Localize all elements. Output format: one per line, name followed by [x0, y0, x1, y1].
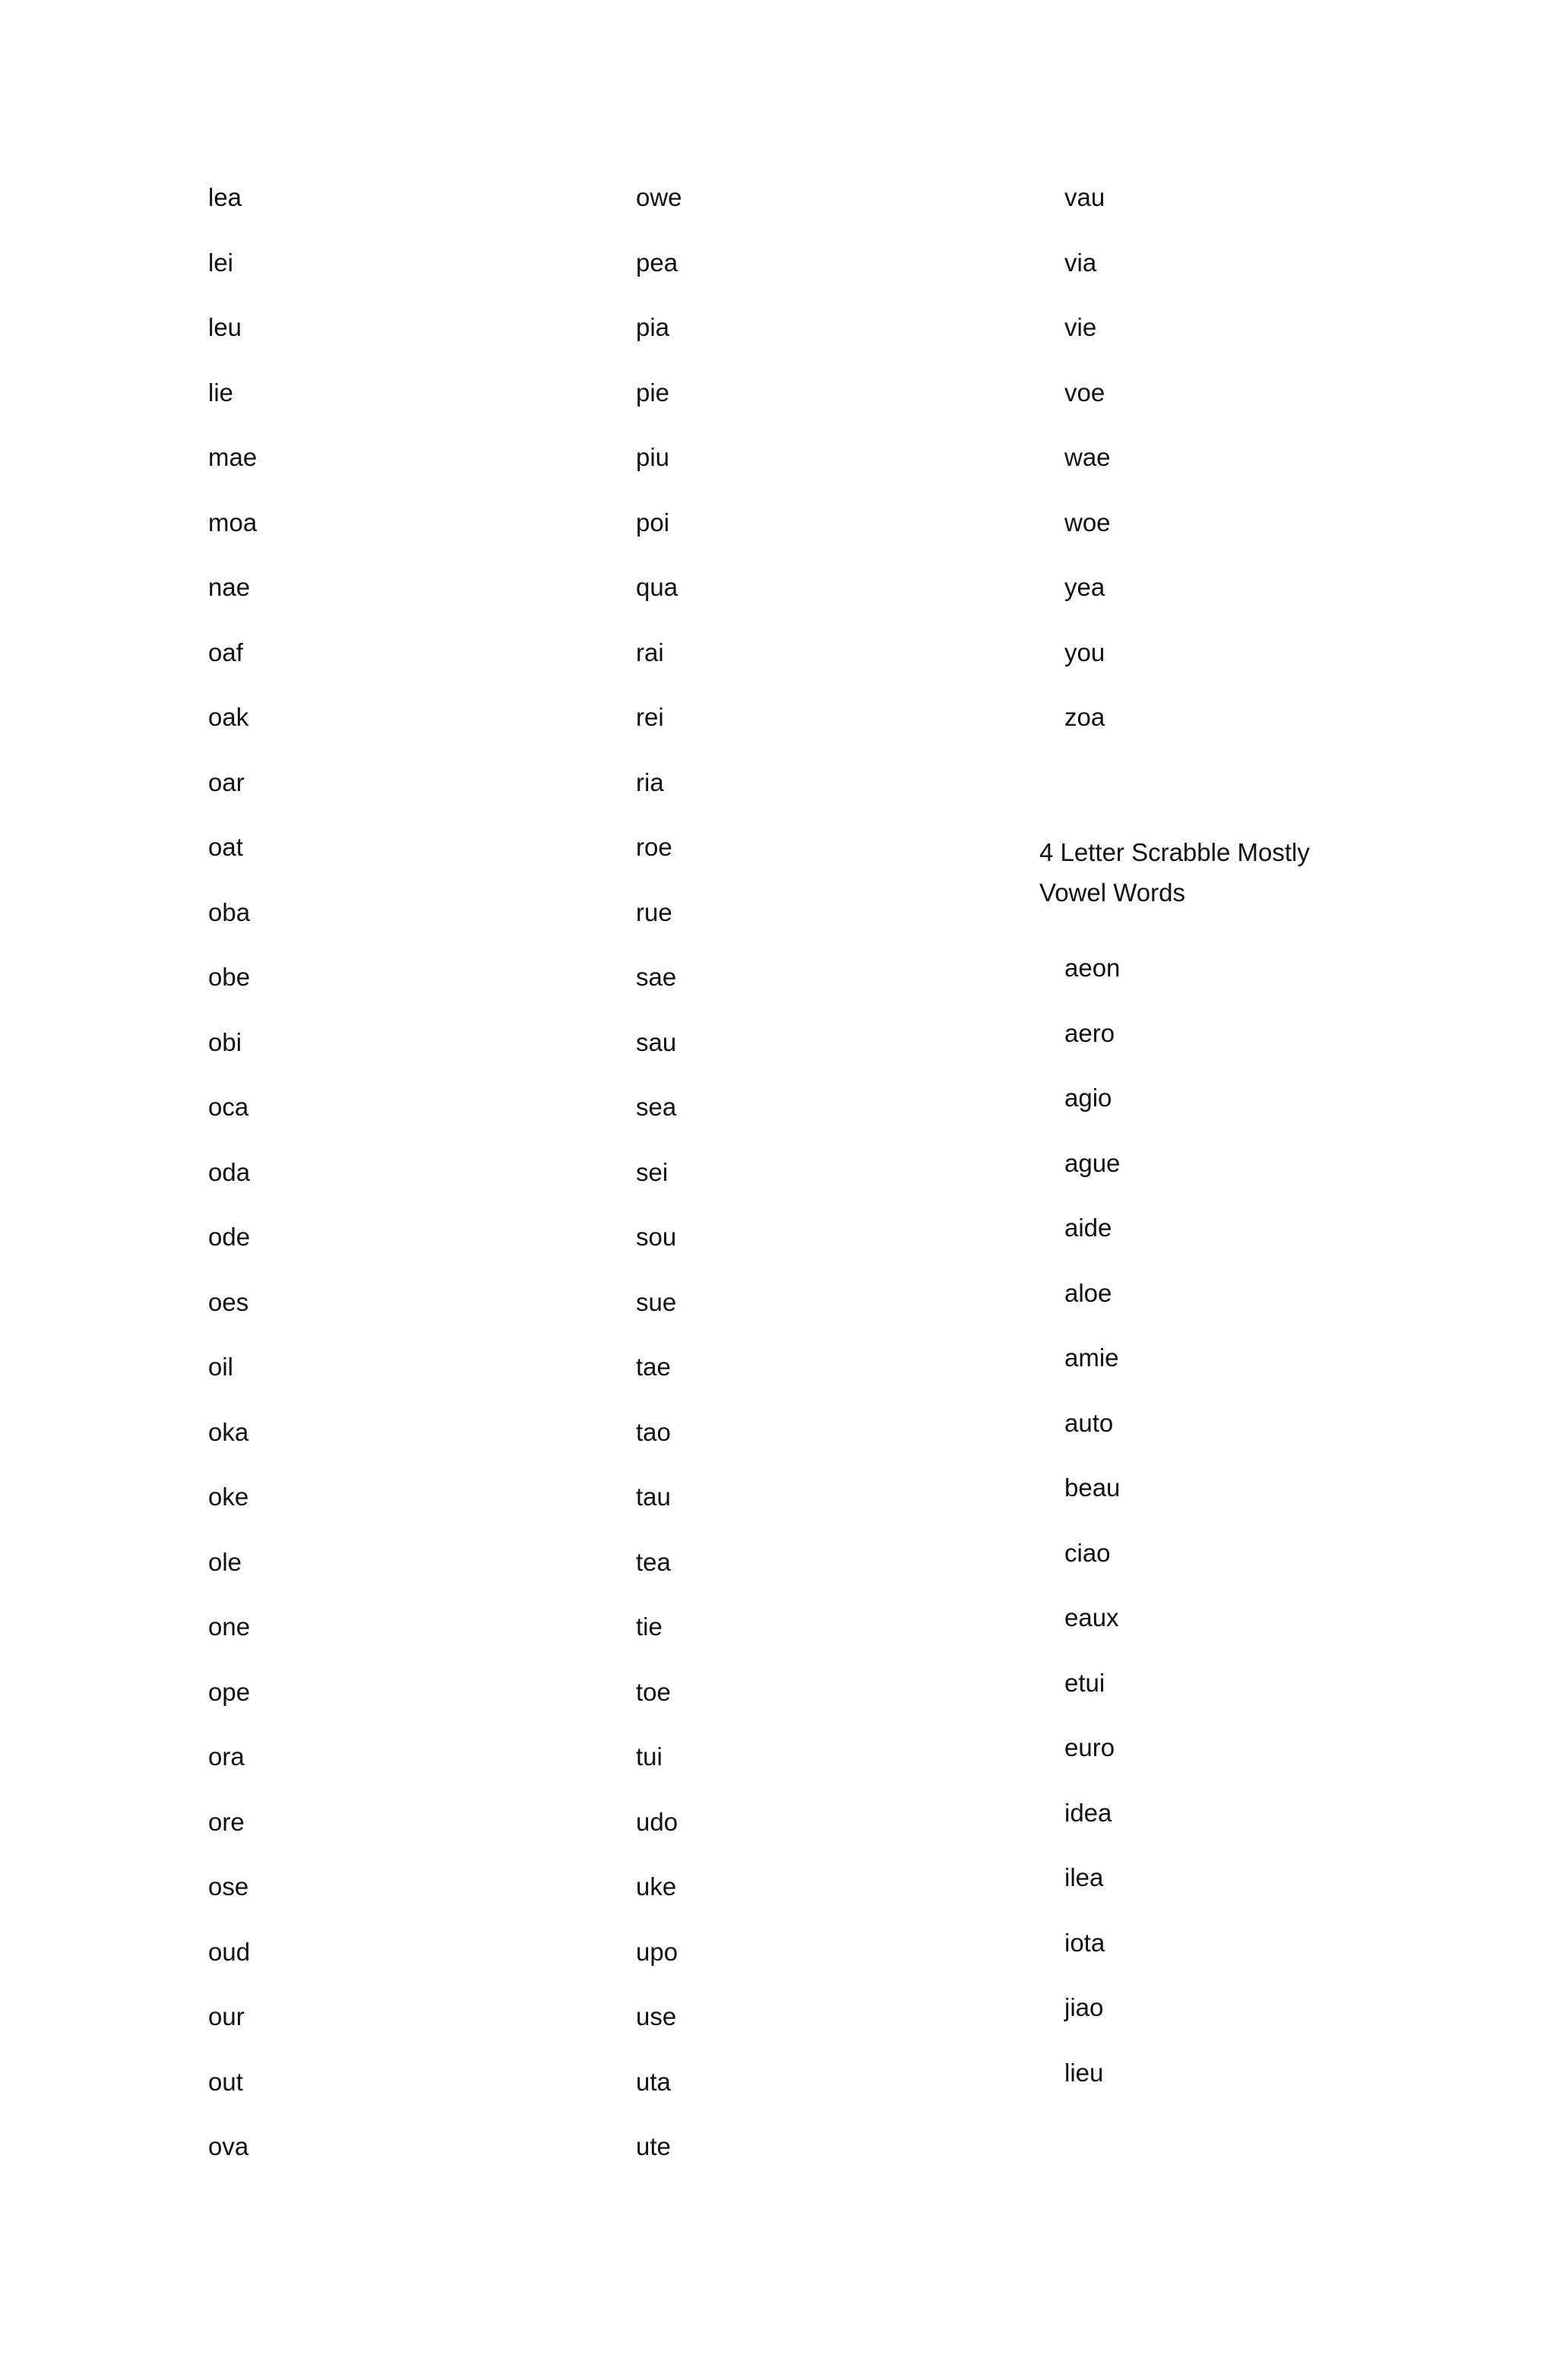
word-column-2 — [636, 182, 1031, 2197]
word-item: lei — [208, 248, 234, 277]
word-column-1 — [208, 182, 603, 2197]
word-item: zoa — [1064, 703, 1105, 731]
word-item: beau — [1064, 1473, 1121, 1502]
word-item: owe — [636, 183, 682, 211]
word-item: vie — [1064, 313, 1097, 341]
word-item: qua — [636, 573, 678, 601]
word-list-3-letter-continued — [1064, 182, 1460, 767]
word-item: woe — [1064, 508, 1111, 536]
word-item: aeon — [1064, 954, 1121, 982]
word-item: aloe — [1064, 1278, 1112, 1307]
word-list-4-letter — [1064, 953, 1460, 2122]
word-item: pea — [636, 248, 678, 277]
word-item: lieu — [1064, 2058, 1104, 2087]
word-column-3 — [1039, 182, 1460, 2122]
word-item: poi — [636, 508, 670, 536]
word-item: tae — [636, 1353, 671, 1381]
word-item: udo — [636, 1807, 678, 1836]
word-item: sei — [636, 1157, 669, 1186]
word-item: sou — [636, 1223, 677, 1251]
word-item: oke — [208, 1483, 249, 1511]
word-item: our — [208, 2002, 245, 2030]
section-heading: 4 Letter Scrabble Mostly Vowel Words — [1039, 838, 1310, 907]
word-item: oca — [208, 1093, 249, 1121]
word-item: lie — [208, 378, 234, 407]
word-item: ilea — [1064, 1863, 1104, 1891]
word-item: ria — [636, 767, 664, 796]
word-item: sea — [636, 1093, 677, 1121]
word-item: euro — [1064, 1733, 1115, 1761]
word-item: iota — [1064, 1928, 1105, 1957]
word-item: sue — [636, 1287, 677, 1316]
word-item: rei — [636, 703, 664, 731]
word-item: ute — [636, 2132, 671, 2160]
word-item: oes — [208, 1287, 249, 1316]
word-item: leu — [208, 313, 242, 341]
word-item: oar — [208, 767, 245, 796]
word-item: yea — [1064, 573, 1105, 601]
word-item: one — [208, 1613, 251, 1641]
word-item: oba — [208, 897, 251, 926]
word-item: roe — [636, 833, 672, 861]
word-item: tau — [636, 1483, 671, 1511]
word-item: toe — [636, 1677, 671, 1706]
word-item: oak — [208, 703, 249, 731]
word-item: ole — [208, 1547, 242, 1576]
word-item: agio — [1064, 1084, 1112, 1112]
word-item: voe — [1064, 378, 1105, 407]
word-item: tui — [636, 1742, 663, 1771]
word-item: oaf — [208, 638, 243, 666]
word-item: idea — [1064, 1798, 1112, 1827]
word-item: obi — [208, 1027, 242, 1056]
word-item: tea — [636, 1547, 671, 1576]
word-item: upo — [636, 1937, 678, 1966]
word-item: you — [1064, 638, 1105, 666]
word-item: sau — [636, 1027, 677, 1056]
word-item: ode — [208, 1223, 251, 1251]
word-item: moa — [208, 508, 258, 536]
word-item: oda — [208, 1157, 251, 1186]
word-item: piu — [636, 443, 670, 471]
word-item: tie — [636, 1613, 663, 1641]
word-item: vau — [1064, 183, 1105, 211]
word-item: ose — [208, 1872, 249, 1901]
word-item: via — [1064, 248, 1097, 277]
word-item: tao — [636, 1417, 671, 1446]
word-item: mae — [208, 443, 258, 471]
word-item: auto — [1064, 1408, 1114, 1437]
word-item: eaux — [1064, 1603, 1119, 1632]
word-item: ore — [208, 1807, 245, 1836]
word-item: ope — [208, 1677, 251, 1706]
word-item: jiao — [1064, 1993, 1104, 2021]
blank-line — [1064, 767, 1460, 833]
word-item: use — [636, 2002, 677, 2030]
word-item: aide — [1064, 1214, 1112, 1242]
word-item: amie — [1064, 1343, 1119, 1372]
word-item: uke — [636, 1872, 677, 1901]
word-item: wae — [1064, 443, 1111, 471]
word-item: nae — [208, 573, 251, 601]
word-item: pie — [636, 378, 670, 407]
word-item: ora — [208, 1742, 245, 1771]
word-item: rai — [636, 638, 664, 666]
word-item: etui — [1064, 1668, 1105, 1697]
word-item: ague — [1064, 1148, 1121, 1177]
word-item: out — [208, 2067, 243, 2096]
word-item: oat — [208, 833, 243, 861]
word-item: obe — [208, 963, 251, 991]
word-item: rue — [636, 897, 672, 926]
word-item: aero — [1064, 1018, 1115, 1047]
word-item: pia — [636, 313, 670, 341]
word-item: oil — [208, 1353, 234, 1381]
word-item: oud — [208, 1937, 251, 1966]
word-item: ciao — [1064, 1538, 1111, 1567]
word-item: oka — [208, 1417, 249, 1446]
word-item: sae — [636, 963, 677, 991]
word-item: lea — [208, 183, 242, 211]
word-item: ova — [208, 2132, 249, 2160]
word-item: uta — [636, 2067, 671, 2096]
